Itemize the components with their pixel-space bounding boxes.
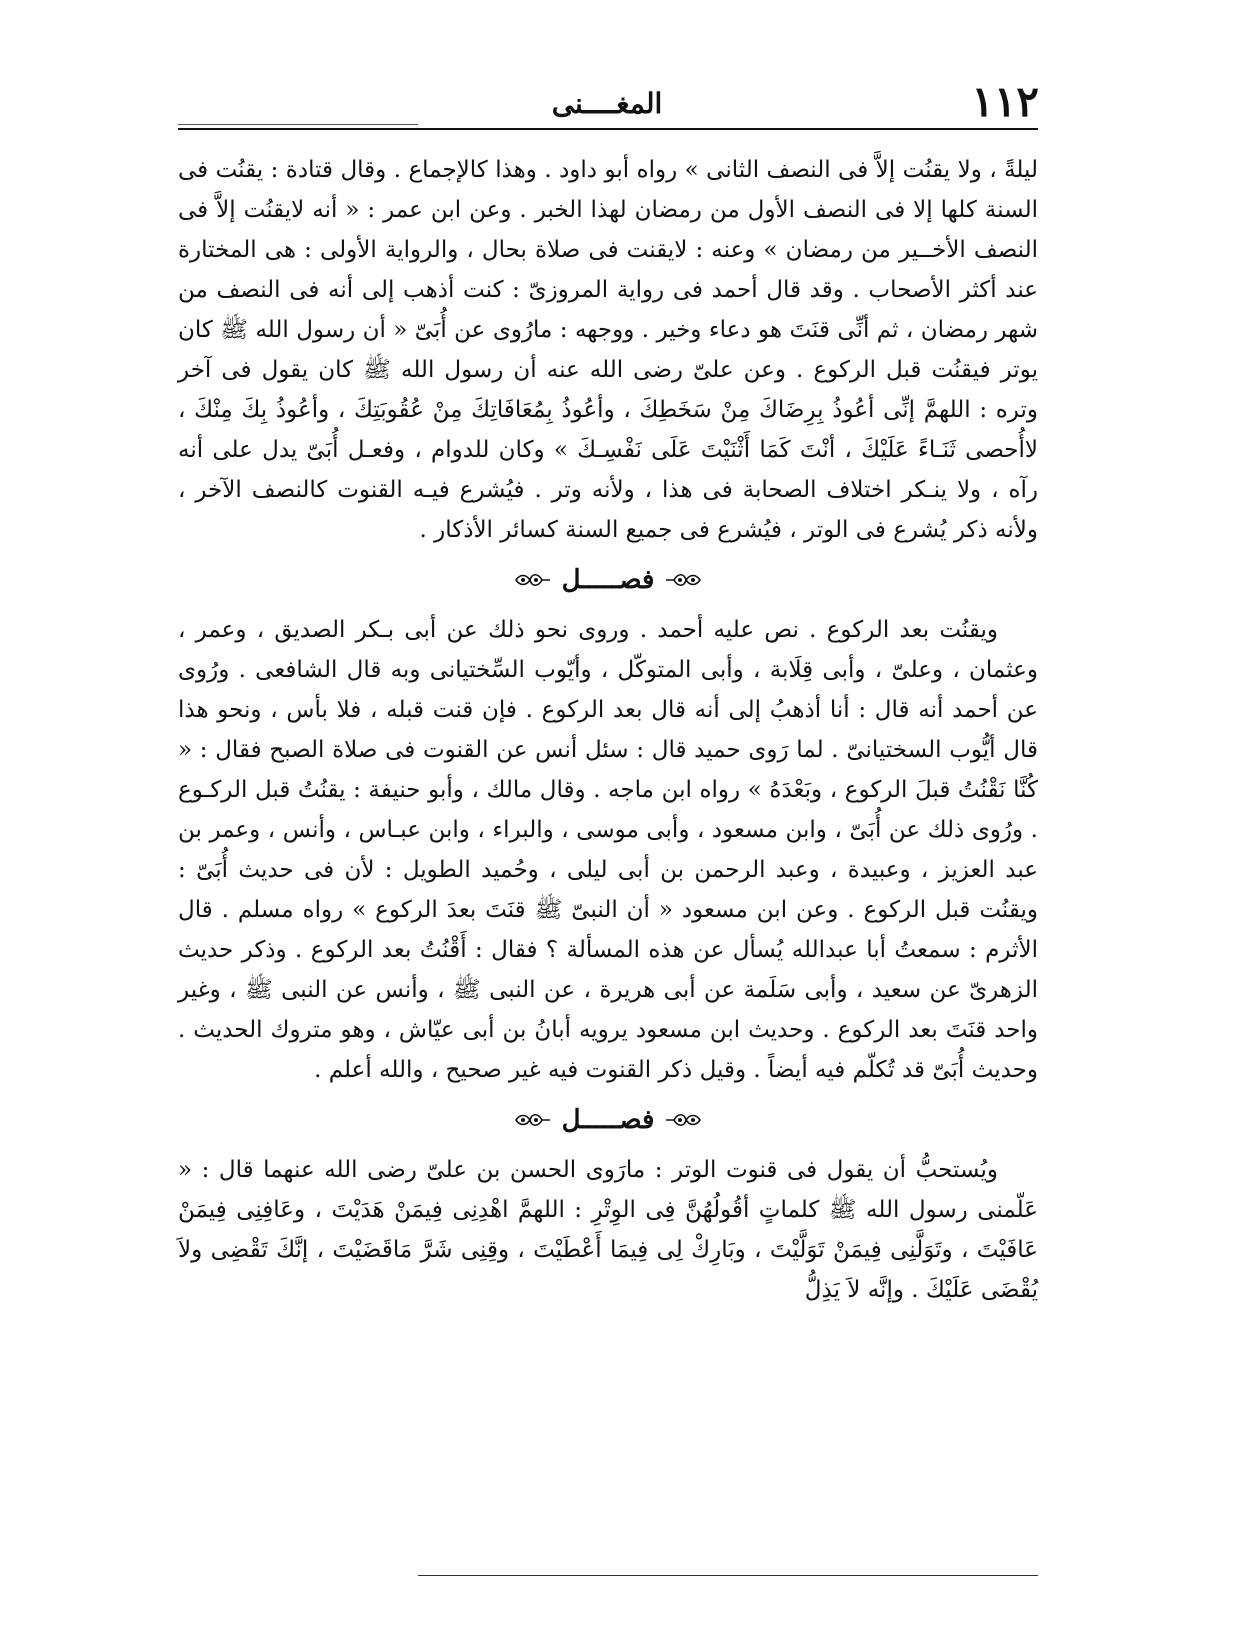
footer-rule: [418, 1575, 1038, 1576]
paragraph-text: ويقنُت بعد الركوع . نص عليه أحمد . وروى نحو ذلك عن أبى بـكر الصديق ، وعمر ، وعثمان ، وعلىّ ، وأبى قِلَابة ، وأبى المتوكّل ، وأيّوب السِّختيانى وبه قال الشافعى . ورُوى عن أحمد أنه قال : أنا أذهبُ إلى أنه قال بعد الركوع . فإن قنت قبله ، فلا بأس ، ونحو هذا قال أيُّوب السختيانىّ . لما رَوى حميد قال : سئل أنس عن القنوت فى صلاة الصبح فقال : « كُنَّا نَقْنُتُ قبلَ الركوع ، وبَعْدَهُ » رواه ابن ماجه . وقال مالك ، وأبو حنيفة : يقنُتُ قبل الركـوع . ورُوى ذلك عن أُبَىّ ، وابن مسعود ، وأبى موسى ، والبراء ، وابن عبـاس ، وأنس ، وعمر بن عبد العزيز ، وعبيدة ، وعبد الرحمن بن أبى ليلى ، وحُميد الطويل : لأن فى حديث أُبَىّ : ويقنُت قبل الركوع . وعن ابن مسعود « أن النبىّ ﷺ قنَتَ بعدَ الركوع » رواه مسلم . قال الأثرم : سمعتُ أبا عبدالله يُسأل عن هذه المسألة ؟ فقال : أَقْنُتُ بعد الركوع . وذكر حديث الزهرىّ عن سعيد ، وأبى سَلَمة عن أبى هريرة ، عن النبى ﷺ ، وأنس عن النبى ﷺ ، وغير واحد قنَتَ بعد الركوع . وحديث ابن مسعود يرويه أبانُ بن أبى عيّاش ، وهو متروك الحديث . وحديث أُبَىّ قد تُكلّم فيه أيضاً . وقيل ذكر القنوت فيه غير صحيح ، والله أعلم .: [178, 617, 1038, 1083]
header-rule: [178, 128, 1038, 130]
paragraph-text: ليلةً ، ولا يقنُت إلاَّ فى النصف الثانى » رواه أبو داود . وهذا كالإجماع . وقال قتادة : يقنُت فى السنة كلها إلا فى النصف الأول من رمضان لهذا الخبر . وعن ابن عمر : « أنه لايقنُت إلاَّ فى النصف الأخــير من رمضان » وعنه : لايقنت فى صلاة بحال ، والرواية الأولى : هى المختارة عند أكثر الأصحاب . وقد قال أحمد فى رواية المروزىّ : كنت أذهب إلى أنه فى النصف من شهر رمضان ، ثم أنِّى قنَتَ هو دعاء وخير . ووجهه : مارُوى عن أُبَىّ « أن رسول الله ﷺ كان يوتر فيقنُت قبل الركوع . وعن علىّ رضى الله عنه أن رسول الله ﷺ كان يقول فى آخر وتره : اللهمَّ إنِّى أعُوذُ بِرِضَاكَ مِنْ سَخَطِكَ ، وأعُوذُ بِمُعَافَاتِكَ مِنْ عُقُوبَتِكَ ، وأعُوذُ بِكَ مِنْكَ ، لاأُحصى ثَنَـاءً عَلَيْكَ ، أنْتَ كَمَا أَثْنَيْتَ عَلَى نَفْسِـكَ » وكان للدوام ، وفعـل أُبَىّ يدل على أنه رآه ، ولا ينـكر اختلاف الصحابة فى هذا ، ولأنه وتر . فيُشرع فيـه القنوت كالنصف الآخر ، ولأنه ذكر يُشرع فى الوتر ، فيُشرع فى جميع السنة كسائر الأذكار .: [178, 157, 1038, 543]
header-rule-thin: [178, 124, 418, 125]
paragraph-intro: [178, 150, 1038, 550]
ornament-right-icon: [514, 1109, 552, 1131]
running-title: المغــــنى: [551, 87, 663, 120]
ornament-left-icon: [664, 1109, 702, 1131]
page-number: ١١٢: [971, 77, 1039, 126]
ornament-left-icon: [664, 569, 702, 591]
paragraph-qunut-dua: [178, 1150, 1038, 1310]
fasl-heading: فصـــــل: [561, 565, 655, 595]
fasl-heading: فصـــــل: [561, 1105, 655, 1135]
section-divider-fasl: [178, 1090, 1038, 1150]
page-body: [178, 150, 1038, 1310]
section-divider-fasl: [178, 550, 1038, 610]
paragraph-qunut-after-ruku: [178, 610, 1038, 1090]
page-header: [175, 78, 1039, 130]
ornament-right-icon: [514, 569, 552, 591]
paragraph-text: ويُستحبُّ أن يقول فى قنوت الوتر : مارَوى الحسن بن علىّ رضى الله عنهما قال : « عَلّمنى رسول الله ﷺ كلماتٍ أقُولُهُنَّ فِى الوِتْرِ : اللهمَّ اهْدِنِى فِيمَنْ هَدَيْتَ ، وعَافِنِى فِيمَنْ عَافَيْتَ ، وتَوَلَّنِى فِيمَنْ تَوَلَّيْتَ ، وبَارِكْ لِى فِيمَا أَعْطَيْتَ ، وقِنِى شَرَّ مَاقَضَيْتَ ، إنَّكَ تَقْضِى ولاَ يُقْضَى عَلَيْكَ . وإنَّه لاَ يَذِلُّ: [178, 1157, 1038, 1303]
